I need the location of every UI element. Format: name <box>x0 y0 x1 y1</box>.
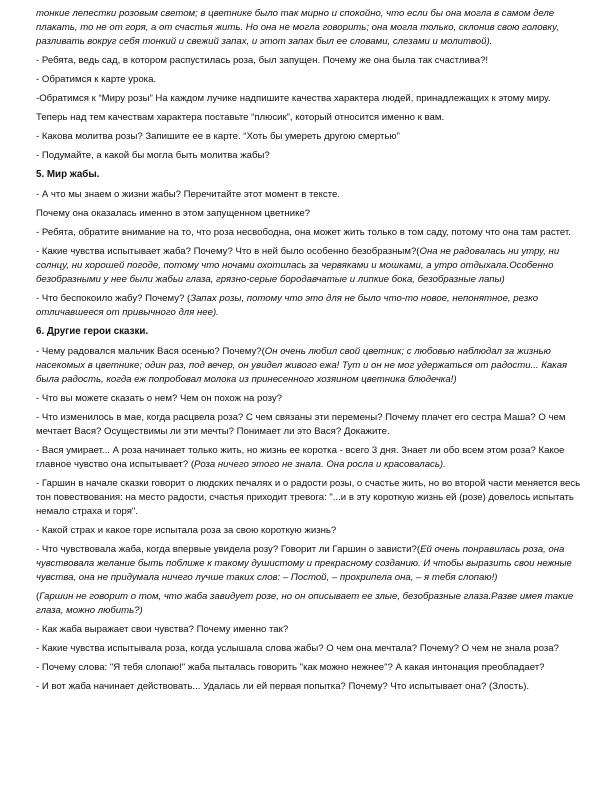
paragraph-text: Теперь над тем качествам характера поставьте “плюсик”, который относится именно к вам. <box>36 112 445 123</box>
paragraph <box>36 590 592 618</box>
paragraph <box>36 345 592 387</box>
paragraph-text: - Что чувствовала жаба, когда впервые увидела розу? Говорит ли Гаршин о зависти?( <box>36 544 421 555</box>
paragraph-text: - Какова молитва розы? Запишите ее в карте. “Хоть бы умереть другою смертью” <box>36 131 400 142</box>
paragraph-text: -Обратимся к “Миру розы” На каждом лучике надпишите качества характера людей, принадлежащих к этому миру. <box>36 93 551 104</box>
paragraph <box>36 411 592 439</box>
excerpt-text: тонкие лепестки розовым светом; в цветнике было так мирно и спокойно, что если бы она могла в самом деле плакать, то не от горя, а от счастья жить. Но она не могла говорить; она могла только, склонив свою головку, разливать вокруг себя тонкий и свежий запах, и этот запах был ее словами, слезами и молитвой). <box>36 8 559 47</box>
paragraph <box>36 444 592 472</box>
section-heading: 6. Другие герои сказки. <box>36 326 149 337</box>
answer-italic: Он очень любил свой цветник; с любовью наблюдал за жизнью насекомых в цветнике; один раз, под вечер, он увидел живого ежа! Тут и он не мог удержаться от радости... Какая была радость, когда еж попробовал молока из принесенного хозяином цветника блюдечка!) <box>36 346 568 385</box>
paragraph <box>36 680 592 694</box>
paragraph <box>36 477 592 519</box>
paragraph-text: - А что мы знаем о жизни жабы? Перечитайте этот момент в тексте. <box>36 189 340 200</box>
section-heading: 5. Мир жабы. <box>36 169 100 180</box>
paragraph-text: - Почему слова: "Я тебя слопаю!" жаба пыталась говорить "как можно нежнее"? А какая интонация преобладает? <box>36 662 545 673</box>
paragraph-text: Почему она оказалась именно в этом запущенном цветнике? <box>36 208 311 219</box>
paragraph <box>36 149 592 163</box>
answer-italic: Она не радовалась ни утру, ни солнцу, ни хорошей погоде, потому что ночами охотилась за червяками и мошками, а утро отдыхала.Особенно безобразными у нее были жабьи глаза, грязно-серые бородавчатые и липкие бока, безобразные лапы) <box>36 246 560 285</box>
paragraph <box>36 524 592 538</box>
paragraph <box>36 111 592 125</box>
paragraph-text: - Какие чувства испытывает жаба? Почему? Что в ней было особенно безобразным?( <box>36 246 420 257</box>
answer-italic: Гаршин не говорит о том, что жаба завидует розе, но он описывает ее злые, безобразные глаза.Разве имея такие глаза, можно любить?) <box>36 591 574 616</box>
paragraph-text: - Подумайте, а какой бы могла быть молитва жабы? <box>36 150 270 161</box>
paragraph <box>36 245 592 287</box>
paragraph-text: - И вот жаба начинает действовать... Удалась ли ей первая попытка? Почему? Что испытывает она? (Злость). <box>36 681 530 692</box>
paragraph <box>36 226 592 240</box>
paragraph-text: - Вася умирает... А роза начинает только жить, но жизнь ее коротка - всего 3 дня. Знает ли обо всем этом роза? Какое главное чувство она испытывает? ( <box>36 445 565 470</box>
paragraph-text: - Что изменилось в мае, когда расцвела роза? С чем связаны эти перемены? Почему плачет его сестра Маша? О чем мечтает Вася? Осуществимы ли эти мечты? Понимает ли это Вася? Докажите. <box>36 412 566 437</box>
paragraph <box>36 623 592 637</box>
paragraph <box>36 130 592 144</box>
paragraph-text: - Гаршин в начале сказки говорит о людских печалях и о радости розы, о счастье жить, но во второй части меняется весь тон повествования: на место радости, счастья приходит тревога: "...и в эту короткую жизнь ей (розе) довелось испытать немало страха и горя". <box>36 478 581 517</box>
answer-italic: Запах розы, потому что это для не было что-то новое, непонятное, резко отличавшееся от привычного для нее). <box>36 293 539 318</box>
paragraph-text: - Обратимся к карте урока. <box>36 74 157 85</box>
paragraph <box>36 207 592 221</box>
paragraph <box>36 661 592 675</box>
paragraph-italic-excerpt <box>36 7 592 49</box>
paragraph-text: - Чему радовался мальчик Вася осенью? Почему?( <box>36 346 265 357</box>
paragraph-text: - Какой страх и какое горе испытала роза за свою короткую жизнь? <box>36 525 337 536</box>
answer-italic: Ей очень понравилась роза, она чувствовала желание быть поближе к такому душистому и прекрасному созданию. И чтобы выразить свои нежные чувства, она не придумала ничего лучше таких слов: – Постой, – прохрипела она, – я тебя слопаю!) <box>36 544 572 583</box>
paragraph-text: - Что беспокоило жабу? Почему? ( <box>36 293 191 304</box>
paragraph <box>36 543 592 585</box>
paragraph <box>36 292 592 320</box>
paragraph-text: - Что вы можете сказать о нем? Чем он похож на розу? <box>36 393 282 404</box>
paragraph <box>36 642 592 656</box>
paragraph-text: - Как жаба выражает свои чувства? Почему именно так? <box>36 624 289 635</box>
answer-italic: Роза ничего этого не знала. Она росла и красовалась). <box>194 459 446 470</box>
paragraph-lead: ( <box>36 591 40 602</box>
paragraph <box>36 188 592 202</box>
paragraph-text: - Какие чувства испытывала роза, когда услышала слова жабы? О чем она мечтала? Почему? О чем не знала роза? <box>36 643 559 654</box>
paragraph <box>36 73 592 87</box>
paragraph <box>36 392 592 406</box>
paragraph <box>36 54 592 68</box>
paragraph-text: - Ребята, обратите внимание на то, что роза несвободна, она может жить только в том саду, потому что она там растет. <box>36 227 571 238</box>
paragraph-text: - Ребята, ведь сад, в котором распустилась роза, был запущен. Почему же она была так счастлива?! <box>36 55 489 66</box>
paragraph <box>36 92 592 106</box>
